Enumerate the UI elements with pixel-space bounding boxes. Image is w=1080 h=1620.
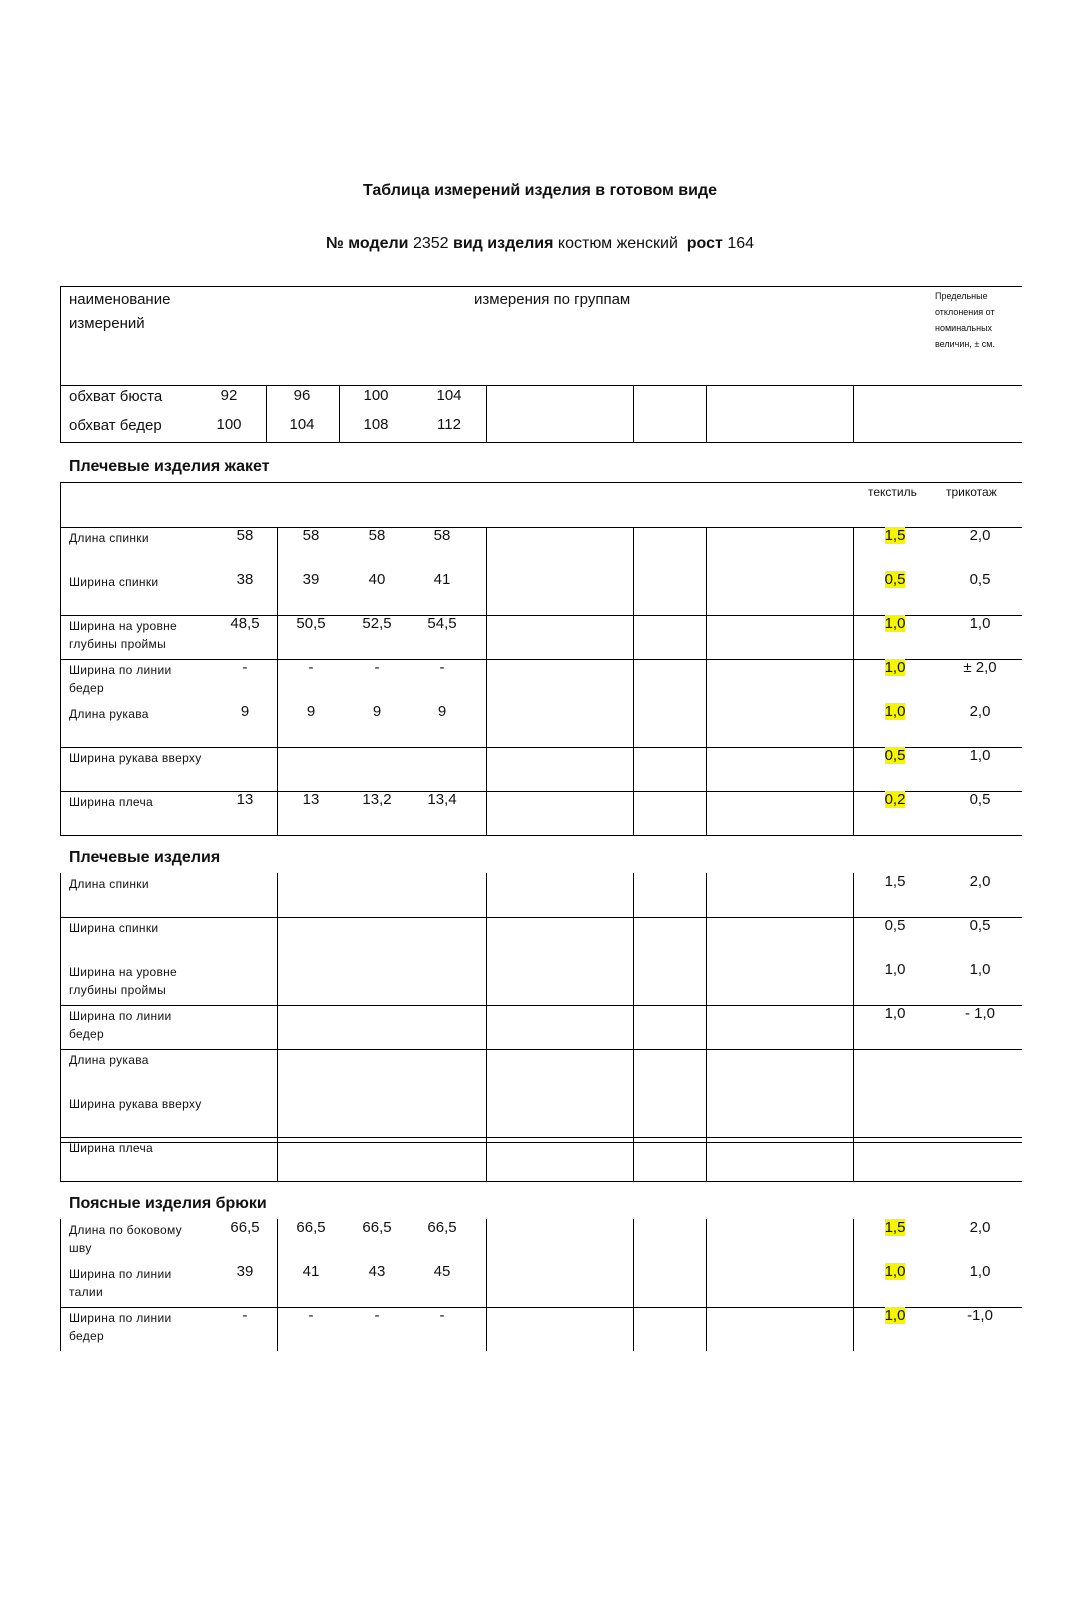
group-value: 96 (293, 387, 311, 404)
row-label: Ширина по линии (69, 663, 172, 677)
row-value: 45 (433, 1263, 451, 1280)
table-rule (277, 873, 278, 1181)
row-label: Ширина по линии (69, 1311, 172, 1325)
table-rule (266, 385, 267, 442)
header-tolerance-1: Предельные (935, 291, 988, 301)
group-value: 100 (216, 416, 242, 433)
tolerance-textile (865, 659, 925, 676)
tolerance-textile-value: 1,0 (884, 659, 906, 676)
row-value: - (439, 659, 445, 676)
row-label: Ширина по линии (69, 1267, 172, 1281)
row-value: - (439, 1307, 445, 1324)
row-value: - (308, 659, 314, 676)
tolerance-knit: ± 2,0 (963, 659, 997, 676)
tolerance-knit: 2,0 (969, 1219, 991, 1236)
table-rule (486, 873, 487, 1181)
header-tolerance-3: номинальных (935, 323, 993, 333)
tolerance-textile-value: 1,5 (884, 527, 906, 544)
section-title-trousers: Поясные изделия брюки (69, 1195, 267, 1212)
tolerance-knit: 2,0 (969, 873, 991, 890)
tolerance-knit: 0,5 (969, 791, 991, 808)
table-rule (60, 286, 61, 442)
group-value: 108 (363, 416, 389, 433)
col-knit: трикотаж (946, 485, 997, 499)
tolerance-knit: -1,0 (967, 1307, 993, 1324)
kind-label: вид изделия (453, 235, 554, 252)
row-value: 43 (368, 1263, 386, 1280)
tolerance-textile-value: 0,5 (884, 747, 906, 764)
row-value: 9 (306, 703, 316, 720)
row-value: 39 (302, 571, 320, 588)
tolerance-textile (865, 791, 925, 808)
row-value: 13 (302, 791, 320, 808)
row-value: 66,5 (362, 1219, 392, 1236)
tolerance-textile-value: 1,0 (884, 615, 906, 632)
table-rule (633, 873, 634, 1181)
group-value: 100 (363, 387, 389, 404)
row-value: - (374, 659, 380, 676)
tolerance-textile (865, 1219, 925, 1236)
table-rule (339, 385, 340, 442)
row-value: 41 (433, 571, 451, 588)
tolerance-textile-value: 0,5 (884, 571, 906, 588)
row-label: Ширина по линии (69, 1009, 172, 1023)
row-label-line2: талии (69, 1285, 103, 1299)
row-label-line2: глубины проймы (69, 983, 167, 997)
kind-value: костюм женский (557, 235, 678, 252)
table-rule (486, 527, 487, 835)
table-rule (853, 1219, 854, 1351)
document-title: Таблица измерений изделия в готовом виде (362, 182, 718, 199)
tolerance-textile-value: 1,0 (884, 703, 906, 720)
tolerance-knit: 0,5 (969, 571, 991, 588)
table-rule (706, 385, 707, 442)
row-value: 58 (302, 527, 320, 544)
table-rule (706, 1219, 707, 1351)
group-value: 92 (220, 387, 238, 404)
model-line (0, 235, 1080, 253)
tolerance-textile-value: 1,5 (884, 1219, 906, 1236)
row-value: 48,5 (230, 615, 260, 632)
group-row-name: обхват бедер (69, 417, 162, 434)
tolerance-textile (865, 571, 925, 588)
section-title-shoulder: Плечевые изделия (69, 849, 221, 866)
row-value: 9 (437, 703, 447, 720)
table-rule (277, 527, 278, 835)
row-value: 13,2 (362, 791, 392, 808)
row-value: 66,5 (427, 1219, 457, 1236)
row-label-line2: глубины проймы (69, 637, 167, 651)
row-label: Длина спинки (69, 877, 149, 891)
row-value: - (242, 1307, 248, 1324)
section-title-jacket: Плечевые изделия жакет (69, 458, 270, 475)
row-value: 13 (236, 791, 254, 808)
height-label: рост (686, 235, 723, 252)
tolerance-knit: 1,0 (969, 747, 991, 764)
model-value: 2352 (412, 235, 449, 252)
row-value: - (242, 659, 248, 676)
row-label: Ширина спинки (69, 921, 159, 935)
table-rule (853, 873, 854, 1181)
header-name-col: наименование (69, 291, 171, 308)
group-row-name: обхват бюста (69, 388, 163, 405)
row-value: 52,5 (362, 615, 392, 632)
group-value: 104 (436, 387, 462, 404)
table-rule (486, 1219, 487, 1351)
tolerance-textile (865, 1263, 925, 1280)
table-rule (60, 286, 1022, 287)
table-rule (60, 442, 1022, 443)
header-tolerance-4: величин, ± см. (935, 339, 995, 349)
height-value: 164 (727, 235, 755, 252)
tolerance-knit: 2,0 (969, 703, 991, 720)
table-rule (486, 385, 487, 442)
table-rule (633, 1219, 634, 1351)
row-value: 66,5 (230, 1219, 260, 1236)
tolerance-knit: 1,0 (969, 615, 991, 632)
table-rule (706, 527, 707, 835)
row-label: Ширина рукава вверху (69, 751, 202, 765)
tolerance-textile-value: 1,0 (884, 1263, 906, 1280)
tolerance-knit: 1,0 (969, 1263, 991, 1280)
tolerance-textile: 0,5 (884, 917, 906, 934)
table-rule (60, 1181, 1022, 1182)
row-label: Ширина на уровне (69, 619, 178, 633)
row-value: 58 (433, 527, 451, 544)
table-rule (60, 835, 1022, 836)
row-label: Длина по боковому (69, 1223, 182, 1237)
row-label: Ширина плеча (69, 795, 154, 809)
row-value: 13,4 (427, 791, 457, 808)
row-label: Ширина плеча (69, 1141, 154, 1155)
table-rule (60, 482, 1022, 483)
row-value: 9 (240, 703, 250, 720)
row-label: Длина спинки (69, 531, 149, 545)
table-rule (60, 1219, 61, 1351)
row-value: 38 (236, 571, 254, 588)
table-rule (60, 1142, 1022, 1143)
tolerance-textile (865, 703, 925, 720)
model-label: № модели (325, 235, 409, 252)
row-value: 54,5 (427, 615, 457, 632)
table-rule (706, 873, 707, 1181)
header-name-col-line2: измерений (69, 315, 145, 332)
table-rule (633, 527, 634, 835)
row-value: - (374, 1307, 380, 1324)
tolerance-textile-value: 1,0 (884, 1307, 906, 1324)
row-value: 41 (302, 1263, 320, 1280)
table-rule (853, 385, 854, 442)
tolerance-textile (865, 1307, 925, 1324)
col-textile: текстиль (868, 485, 917, 499)
table-rule (853, 527, 854, 835)
tolerance-textile (865, 527, 925, 544)
tolerance-knit: 2,0 (969, 527, 991, 544)
header-tolerance-2: отклонения от (935, 307, 995, 317)
tolerance-textile: 1,5 (884, 873, 906, 890)
tolerance-knit: - 1,0 (964, 1005, 995, 1022)
group-value: 104 (289, 416, 315, 433)
header-groups: измерения по группам (474, 291, 631, 308)
tolerance-textile (865, 615, 925, 632)
table-rule (277, 1219, 278, 1351)
table-rule (60, 873, 61, 1181)
row-label: Ширина спинки (69, 575, 159, 589)
row-value: 50,5 (296, 615, 326, 632)
row-value: 58 (368, 527, 386, 544)
table-rule (60, 385, 1022, 386)
row-label-line2: бедер (69, 681, 104, 695)
row-label: Длина рукава (69, 1053, 149, 1067)
row-value: 39 (236, 1263, 254, 1280)
row-value: - (308, 1307, 314, 1324)
table-rule (60, 1049, 1022, 1050)
row-label: Длина рукава (69, 707, 149, 721)
row-value: 66,5 (296, 1219, 326, 1236)
row-label-line2: шву (69, 1241, 92, 1255)
tolerance-textile-value: 0,2 (884, 791, 906, 808)
tolerance-textile (865, 747, 925, 764)
table-rule (60, 1137, 1022, 1138)
tolerance-textile: 1,0 (884, 961, 906, 978)
tolerance-knit: 0,5 (969, 917, 991, 934)
table-rule (633, 385, 634, 442)
tolerance-knit: 1,0 (969, 961, 991, 978)
row-label: Ширина на уровне (69, 965, 178, 979)
group-value: 112 (437, 416, 461, 433)
tolerance-textile: 1,0 (884, 1005, 906, 1022)
row-label-line2: бедер (69, 1027, 104, 1041)
row-value: 40 (368, 571, 386, 588)
row-label-line2: бедер (69, 1329, 104, 1343)
row-value: 58 (236, 527, 254, 544)
row-label: Ширина рукава вверху (69, 1097, 202, 1111)
row-value: 9 (372, 703, 382, 720)
